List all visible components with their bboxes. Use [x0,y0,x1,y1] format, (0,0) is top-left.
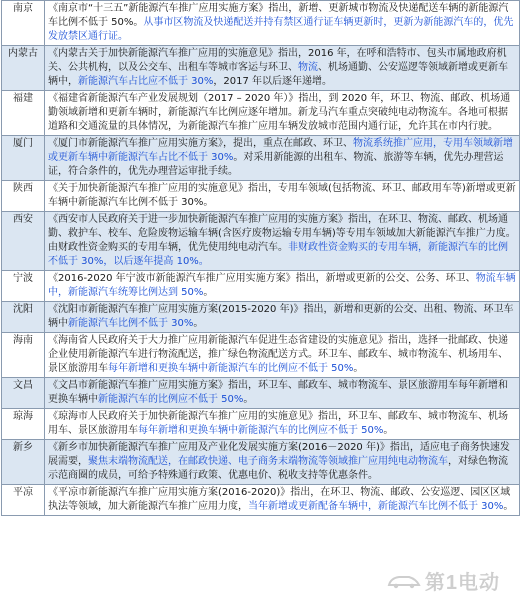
highlighted-policy-text: 新能源汽车比例不低于 30% [68,318,194,329]
city-cell: 宁波 [2,271,45,302]
city-cell: 西安 [2,212,45,271]
policy-row [2,333,520,378]
policy-text: 《文昌市新能源汽车推广应用实施方案》指出，环卫车、邮政车、城市物流车、景区旅游用车每年新增和更换车辆中 [48,380,508,405]
policy-row [2,302,520,333]
policy-table-body [2,1,520,516]
city-cell: 平凉 [2,485,45,516]
policy-text-cell [45,212,520,271]
policy-text: 《新乡市加快新能源汽车推广应用及产业化发展实施方案(2016－2020 年)》指出，适应电子商务快速发展需要， [48,442,510,467]
policy-text-cell [45,46,520,91]
policy-text: 。 [503,501,514,512]
policy-row [2,409,520,440]
policy-text: 《关于加快新能源汽车推广应用的实施意见》指出，专用车领域(包括物流、环卫、邮政用车等)新增或更新车辆中新能源汽车比例不低于 30%。 [48,183,516,208]
highlighted-policy-text: 新能源汽车占比应不低于 30% [78,76,214,87]
highlighted-policy-text: 每年新增和更换车辆中新能源汽车的比例应不低于 50% [138,425,384,436]
city-cell: 琼海 [2,409,45,440]
policy-text-cell [45,378,520,409]
policy-row [2,485,520,516]
highlighted-policy-text: 非财政性资金购买的专用车辆，新能源汽车的比例不低于 30%，以后逐年提高 10%。 [48,242,508,267]
policy-text: 《琼海市人民政府关于加快新能源汽车推广应用的实施意见》指出，环卫车、邮政车、城市物流车、机场用车、景区旅游用车 [48,411,508,436]
policy-text: 。 [203,287,214,298]
policy-text: 《南京市“十三五”新能源汽车推广应用实施方案》指出，新增、更新城市物流及快递配送车辆的新能源汽车比例不低于 50%。 [48,3,509,28]
policy-text: 。 [193,318,204,329]
city-cell: 文昌 [2,378,45,409]
watermark [387,566,500,595]
policy-table [1,0,520,516]
policy-text: 《西安市人民政府关于进一步加快新能源汽车推广应用的实施方案》指出，在环卫、物流、邮政、机场通勤、救护车、校车、危险废物运输车辆(含医疗废物运输专用车辆)等专用车领域加大新能源汽车推广力度。由财政性资金购买的专用车辆，优先使用纯电动汽车。 [48,214,516,253]
policy-text: 《沈阳市新能源汽车推广应用实施方案(2015-2020 年)》指出，新增和更新的公交、出租、物流、环卫车辆中 [48,304,514,329]
city-cell: 新乡 [2,440,45,485]
policy-text: 《2016-2020 年宁波市新能源汽车推广应用实施方案》指出，新增或更新的公交、公务、环卫、 [48,273,476,284]
policy-text: 《厦门市新能源汽车推广应用实施方案》，提出，重点在邮政、环卫、 [48,138,353,149]
city-cell: 沈阳 [2,302,45,333]
policy-text-cell [45,91,520,136]
city-cell: 陕西 [2,181,45,212]
policy-text: 。 [243,394,254,405]
policy-row [2,271,520,302]
policy-row [2,46,520,91]
policy-text-cell [45,333,520,378]
policy-row [2,136,520,181]
policy-text: 《海南省人民政府关于大力推广应用新能源汽车促进生态省建设的实施意见》指出，选择一批邮政、快递企业使用新能源汽车进行物流配送，推广绿色物流配送方式。环卫车、邮政车、城市物流车、机场用车、景区旅游用车 [48,335,508,374]
city-cell: 福建 [2,91,45,136]
highlighted-policy-text: 从事市区物流及快递配送并持有禁区通行证车辆更新时，更新为新能源汽车的，优先发放禁区通行证。 [48,17,514,42]
policy-text: 《平凉市新能源汽车推广应用实施方案(2016-2020)》指出，在环卫、物流、邮政、公安巡逻、园区区域执法等领域，加大新能源汽车推广应用力度， [48,487,511,512]
car-logo-icon [387,573,421,589]
policy-text: 、机场通勤、公安巡逻等领域新增或更新车辆中， [48,62,508,87]
highlighted-policy-text: 物流 [298,62,318,73]
policy-text-cell [45,271,520,302]
city-cell: 内蒙古 [2,46,45,91]
policy-text-cell [45,136,520,181]
policy-text-cell [45,1,520,46]
highlighted-policy-text: 每年新增和更换车辆中新能源汽车的比例应不低于 50% [108,363,354,374]
policy-text: 。 [353,363,364,374]
policy-row [2,212,520,271]
policy-row [2,181,520,212]
policy-text-cell [45,409,520,440]
policy-row [2,440,520,485]
policy-row [2,378,520,409]
policy-text: ，对绿色物流示范商圈的成员，可给予特殊通行政策、优惠电价、税收支持等优惠条件。 [48,456,508,481]
highlighted-policy-text: 物流系统推广应用，专用车领域新增或更新车辆中新能源汽车占比不低于 30% [48,138,513,163]
highlighted-policy-text: 物流车辆中，新能源汽车统筹比例达到 50% [48,273,516,298]
highlighted-policy-text: 聚焦末端物流配送，在邮政快递、电子商务末端物流等领域推广应用纯电动物流车 [88,456,448,467]
policy-text-cell [45,440,520,485]
policy-text: ，2017 年以后逐年递增。 [213,76,333,87]
policy-row [2,1,520,46]
city-cell: 南京 [2,1,45,46]
policy-text: 。 [383,425,394,436]
watermark-text: 第1电动 [424,572,500,594]
policy-text-cell [45,181,520,212]
highlighted-policy-text: 当年新增或更新配备车辆中，新能源汽车比例不低于 30% [248,501,504,512]
policy-row [2,91,520,136]
city-cell: 海南 [2,333,45,378]
policy-text-cell [45,485,520,516]
policy-text-cell [45,302,520,333]
policy-text: 《福建省新能源汽车产业发展规划（2017 – 2020 年）》指出，到 2020 年，环卫、物流、邮政、机场通勤领域新增和更新车辆时，新能源汽车比例应逐年增加。新龙马汽车重点突破纯电动物流车。各地可根据道路和交通流量的具体情况，为新能源汽车推广应用车辆发放城市范围内通行证，允许其在市内行驶。 [48,93,511,132]
policy-text: 。对采用新能源的出租车、物流、旅游等车辆，优先办理营运证，符合条件的，优先办理营运审批手续。 [48,152,504,177]
policy-text: 《内蒙古关于加快新能源汽车推广应用的实施意见》指出，2016 年，在呼和浩特市、包头市属地政府机关、公共机构，以及公交车、出租车等城市客运与环卫、 [48,48,507,73]
highlighted-policy-text: 新能源汽车的比例应不低于 50% [98,394,244,405]
city-cell: 厦门 [2,136,45,181]
